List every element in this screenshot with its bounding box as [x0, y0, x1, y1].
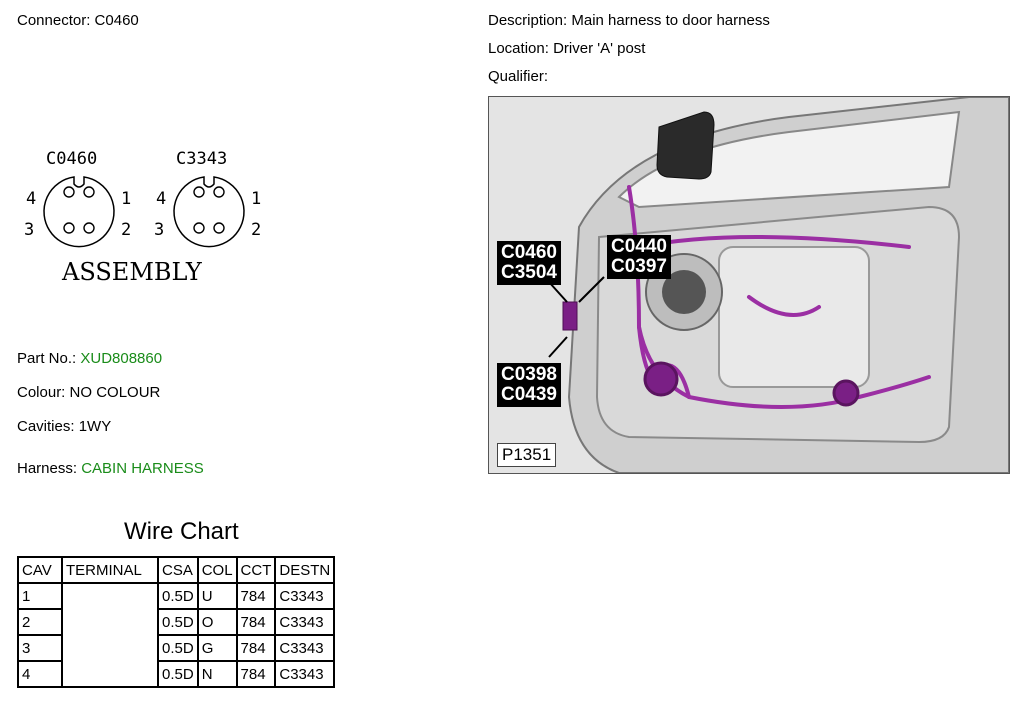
description-label: Description:: [488, 12, 568, 29]
pin-2-label: 2: [251, 220, 262, 240]
part-no-link[interactable]: XUD808860: [80, 350, 163, 367]
cavities-line: [17, 418, 111, 435]
column-header: CSA: [158, 557, 198, 583]
pin-2-label: 2: [121, 220, 132, 240]
door-illustration: [489, 97, 1009, 473]
column-header: CAV: [18, 557, 62, 583]
connector-face-2: [154, 149, 261, 247]
assembly-caption: ASSEMBLY: [62, 258, 202, 286]
table-cell: C3343: [275, 661, 334, 687]
colour-line: [17, 384, 160, 401]
column-header: COL: [198, 557, 237, 583]
table-cell: C3343: [275, 583, 334, 609]
table-header-row: [18, 557, 334, 583]
pin-4-label: 4: [156, 189, 167, 209]
qualifier-line: [488, 68, 548, 85]
table-cell: 784: [237, 661, 276, 687]
description-value: Main harness to door harness: [571, 12, 770, 29]
table-cell: G: [198, 635, 237, 661]
pin-3-label: 3: [154, 220, 165, 240]
harness-label: Harness:: [17, 460, 78, 477]
connector-name-2: C3343: [176, 149, 228, 169]
location-label: Location:: [488, 40, 549, 57]
column-header: CCT: [237, 557, 276, 583]
pin-4-label: 4: [26, 189, 37, 209]
pin-1-label: 1: [251, 189, 262, 209]
table-row: [18, 583, 334, 609]
table-cell: C3343: [275, 609, 334, 635]
connector-value: C0460: [94, 12, 139, 29]
table-cell: [62, 583, 158, 687]
table-cell: 4: [18, 661, 62, 687]
table-cell: 0.5D: [158, 583, 198, 609]
table-cell: N: [198, 661, 237, 687]
description-line: [488, 12, 770, 29]
part-no-label: Part No.:: [17, 350, 77, 367]
table-cell: 3: [18, 635, 62, 661]
location-photo: [488, 96, 1010, 474]
part-no-line: [17, 350, 162, 367]
cavities-label: Cavities:: [17, 418, 75, 435]
callout-c0398-c0439: C0398 C0439: [497, 363, 561, 407]
table-cell: 784: [237, 583, 276, 609]
table-cell: 2: [18, 609, 62, 635]
qualifier-label: Qualifier:: [488, 68, 549, 85]
pin-3-label: 3: [24, 220, 35, 240]
table-cell: 1: [18, 583, 62, 609]
colour-label: Colour:: [17, 384, 66, 401]
table-cell: 0.5D: [158, 635, 198, 661]
column-header: DESTN: [275, 557, 334, 583]
location-value: Driver 'A' post: [553, 40, 646, 57]
table-cell: 784: [237, 609, 276, 635]
connector-label: Connector:: [17, 12, 91, 29]
connector-pin-diagram: [18, 140, 278, 290]
table-cell: U: [198, 583, 237, 609]
table-cell: O: [198, 609, 237, 635]
callout-c0440-c0397: C0440 C0397: [607, 235, 671, 279]
callout-c0460-c3504: C0460 C3504: [497, 241, 561, 285]
column-header: TERMINAL: [62, 557, 158, 583]
wire-chart-title: Wire Chart: [124, 518, 239, 545]
harness-line: [17, 460, 204, 477]
connector-face-1: [24, 149, 131, 247]
harness-link[interactable]: CABIN HARNESS: [81, 460, 204, 477]
pin-1-label: 1: [121, 189, 132, 209]
connector-name-1: C0460: [46, 149, 98, 169]
table-cell: C3343: [275, 635, 334, 661]
table-cell: 0.5D: [158, 609, 198, 635]
table-cell: 784: [237, 635, 276, 661]
location-line: [488, 40, 645, 57]
wire-chart-table: [17, 556, 335, 688]
connector-line: [17, 12, 139, 29]
table-cell: 0.5D: [158, 661, 198, 687]
colour-value: NO COLOUR: [69, 384, 161, 401]
cavities-value: 1WY: [78, 418, 112, 435]
photo-reference: P1351: [497, 443, 556, 467]
